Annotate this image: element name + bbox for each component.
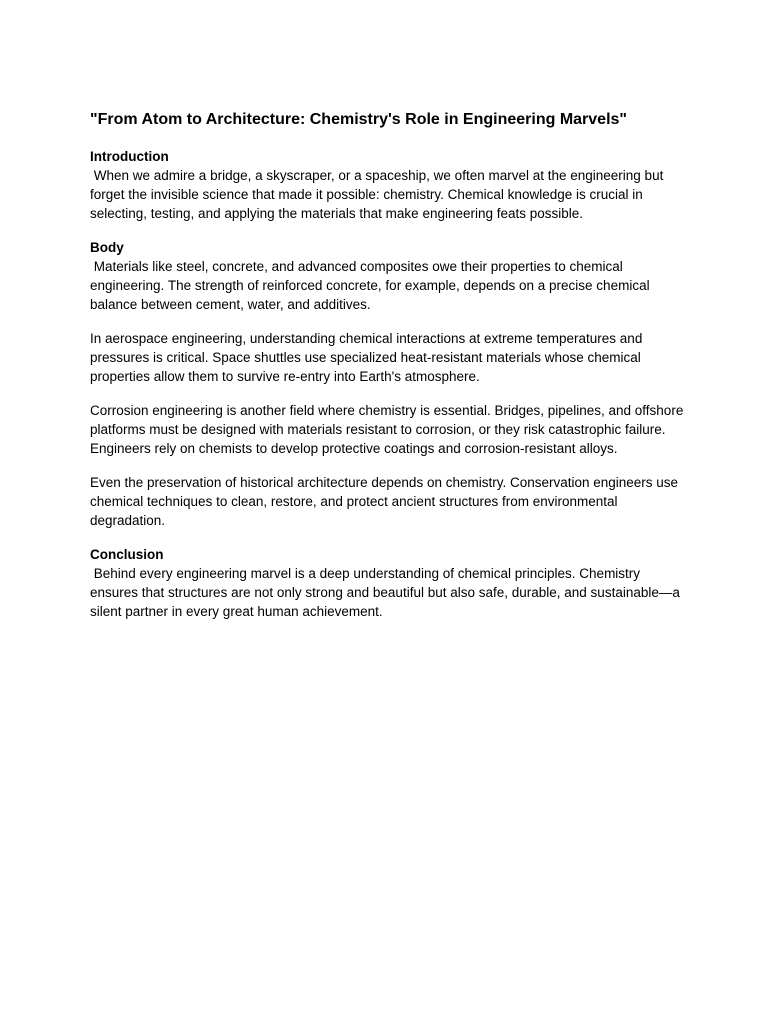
conclusion-paragraph: Behind every engineering marvel is a deep understanding of chemical principles. Chemistry ensures that structures are not only strong and beautiful but also safe, durable, and sustainable—a silent partner in every great human achievement. bbox=[90, 566, 684, 619]
conclusion-heading: Conclusion bbox=[90, 547, 164, 562]
introduction-heading: Introduction bbox=[90, 149, 169, 164]
introduction-paragraph: When we admire a bridge, a skyscraper, or a spaceship, we often marvel at the engineering but forget the invisible science that made it possible: chemistry. Chemical knowledge is crucial in selecting, testing, and applying the materials that make engineering feats possible. bbox=[90, 168, 668, 221]
body-paragraph-2: In aerospace engineering, understanding chemical interactions at extreme temperatures and pressures is critical. Space shuttles use specialized heat-resistant materials whose chemical properties allow them to survive re-entry into Earth's atmosphere. bbox=[90, 331, 647, 384]
document-title: "From Atom to Architecture: Chemistry's Role in Engineering Marvels" bbox=[90, 111, 627, 128]
body-paragraph-3: Corrosion engineering is another field where chemistry is essential. Bridges, pipelines, and offshore platforms must be designed with materials resistant to corrosion, or they risk catastrophic failure. Engineers rely on chemists to develop protective coatings and corrosion-resistant alloys. bbox=[90, 403, 688, 456]
body-paragraph-4: Even the preservation of historical architecture depends on chemistry. Conservation engineers use chemical techniques to clean, restore, and protect ancient structures from environmental degradation. bbox=[90, 475, 682, 528]
document-page bbox=[90, 109, 690, 621]
body-heading: Body bbox=[90, 240, 124, 255]
body-paragraph-1: Materials like steel, concrete, and advanced composites owe their properties to chemical engineering. The strength of reinforced concrete, for example, depends on a precise chemical balance between cement, water, and additives. bbox=[90, 259, 654, 312]
